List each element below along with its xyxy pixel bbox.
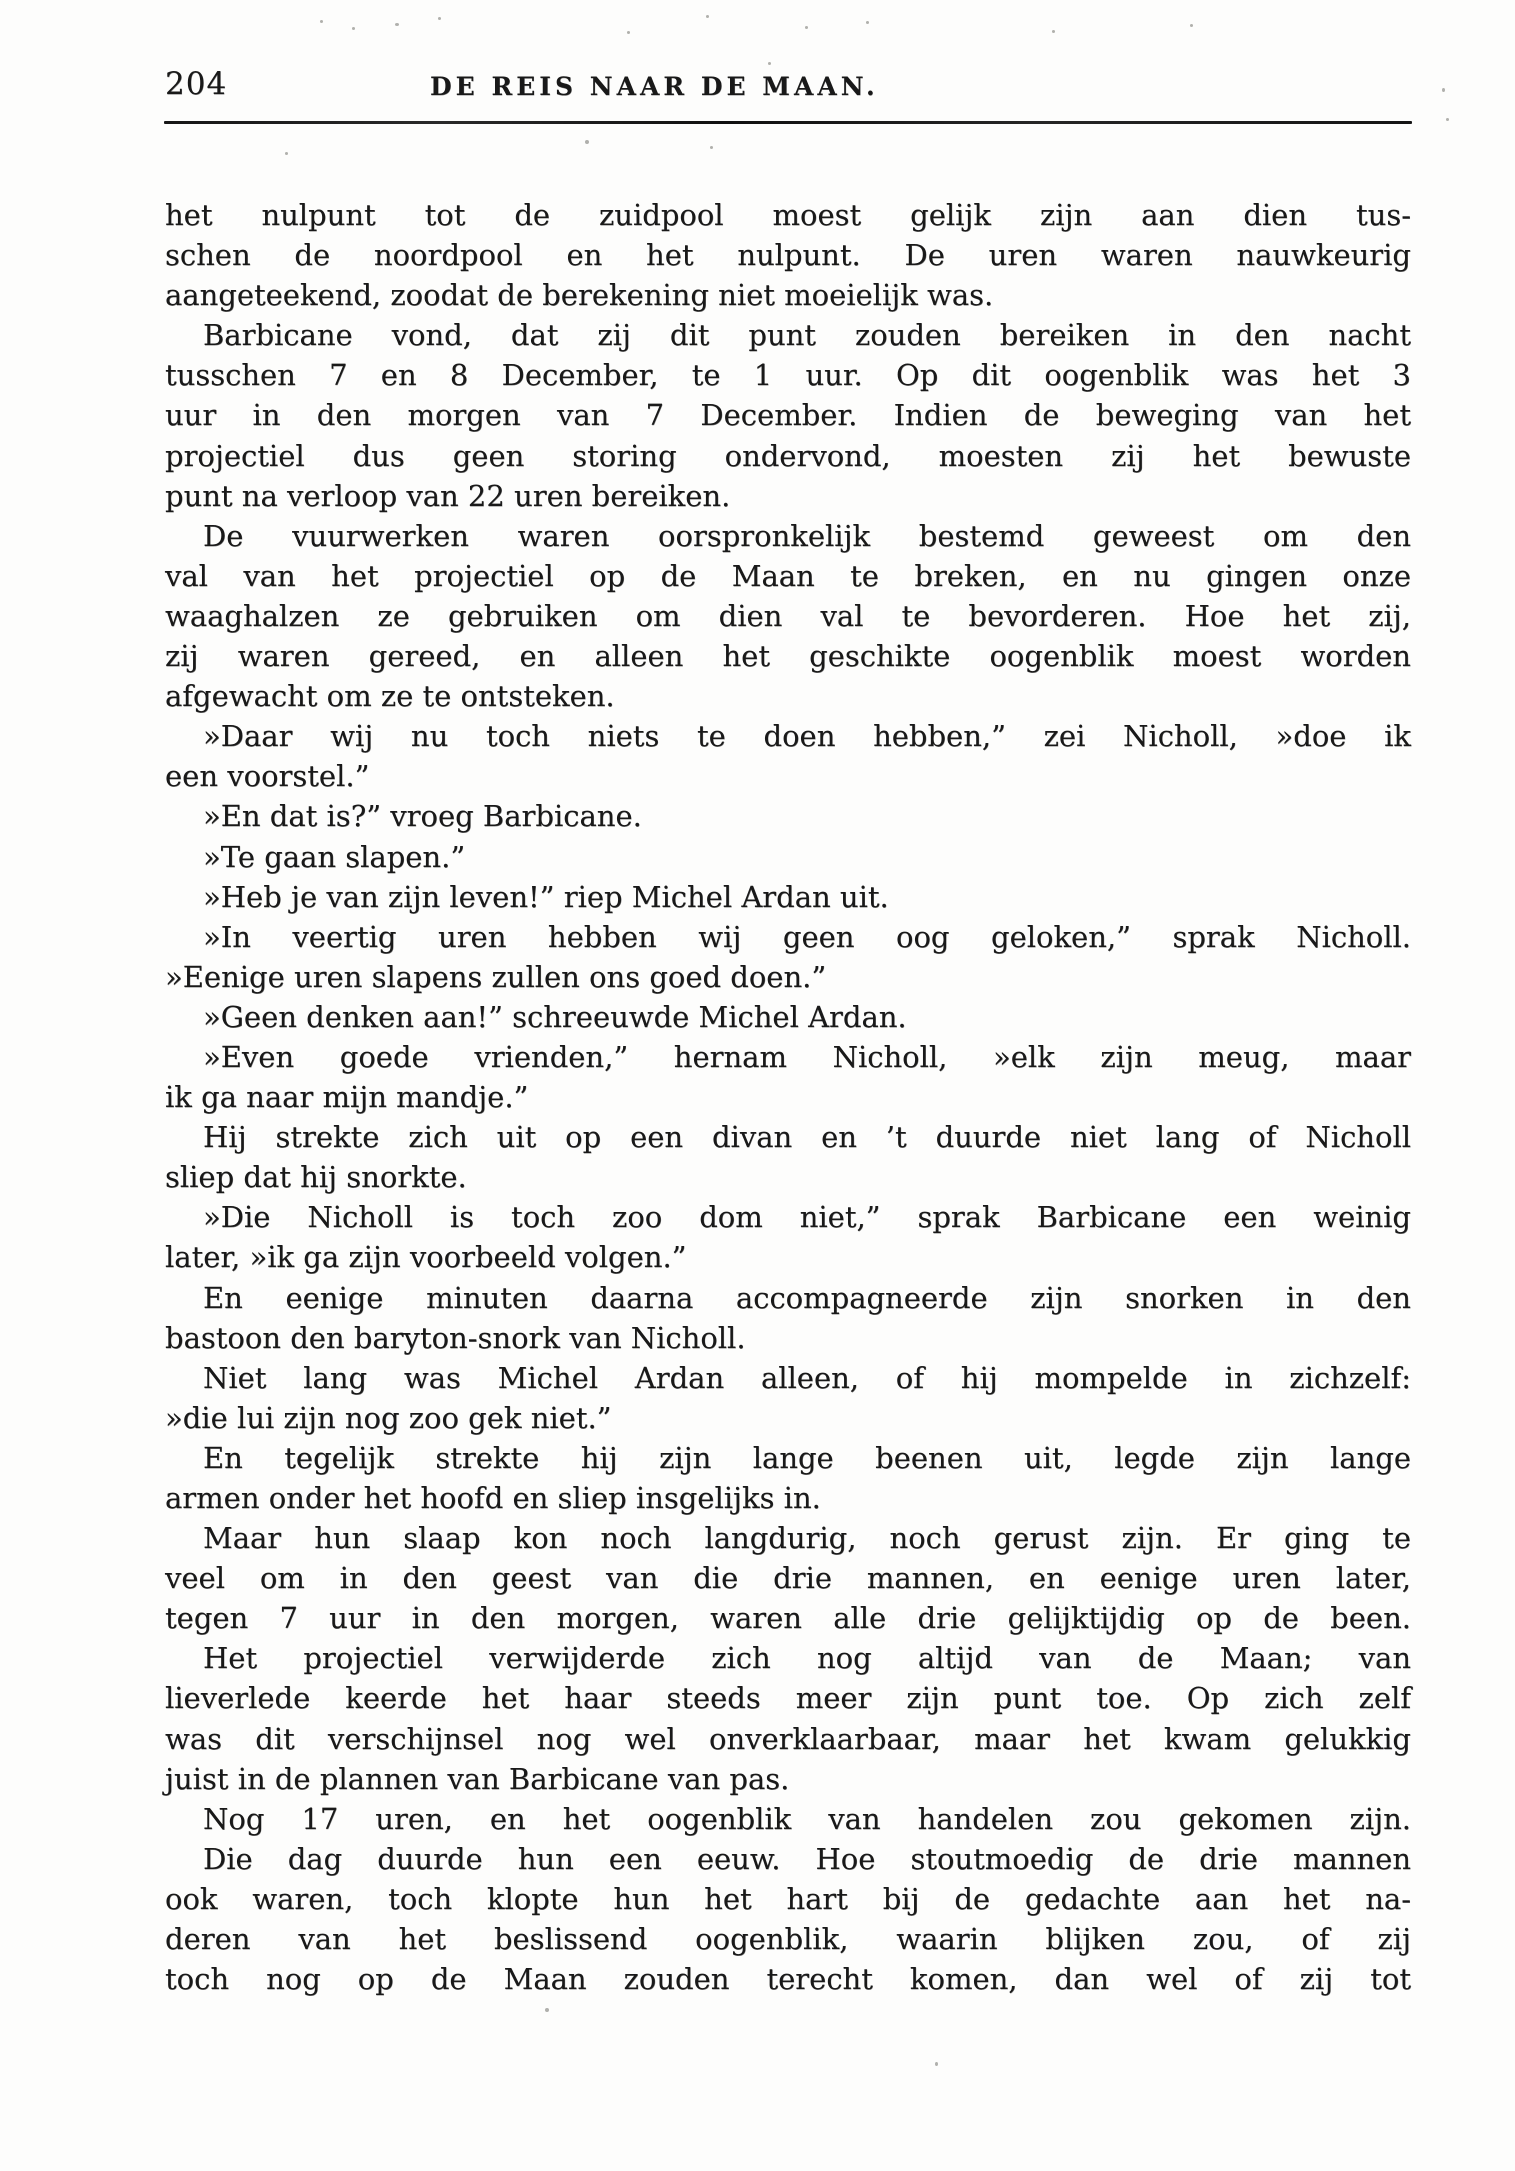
text-line: »Heb je van zijn leven!” riep Michel Ardan uit. [203, 879, 889, 914]
text-line: »Even goede vrienden,” hernam Nicholl, »elk zijn meug, maar [203, 1039, 1411, 1074]
text-line: uur in den morgen van 7 December. Indien de beweging van het [165, 398, 1411, 433]
text-line: Het projectiel verwijderde zich nog altijd van de Maan; van [203, 1641, 1411, 1676]
scan-speck [395, 23, 399, 26]
scan-speck [285, 152, 288, 155]
text-line: Barbicane vond, dat zij dit punt zouden bereiken in den nacht [203, 318, 1411, 353]
text-line: »Te gaan slapen.” [203, 839, 466, 874]
text-line: »Die Nicholl is toch zoo dom niet,” sprak Barbicane een weinig [203, 1200, 1411, 1235]
text-line: Hij strekte zich uit op een divan en ’t duurde niet lang of Nicholl [203, 1120, 1411, 1155]
text-line: juist in de plannen van Barbicane van pas. [165, 1761, 790, 1796]
scan-speck [1052, 30, 1055, 33]
scan-speck [352, 27, 355, 30]
scan-speck [706, 15, 709, 18]
text-line: »In veertig uren hebben wij geen oog geloken,” sprak Nicholl. [203, 919, 1411, 954]
text-line: Die dag duurde hun een eeuw. Hoe stoutmoedig de drie mannen [203, 1841, 1411, 1876]
text-line: afgewacht om ze te ontsteken. [165, 679, 615, 714]
header-rule [164, 121, 1412, 124]
text-line: punt na verloop van 22 uren bereiken. [165, 478, 731, 513]
text-line: »Daar wij nu toch niets te doen hebben,” zei Nicholl, »doe ik [203, 719, 1411, 754]
scan-speck [438, 17, 441, 20]
text-line: »die lui zijn nog zoo gek niet.” [165, 1400, 612, 1435]
text-line: tegen 7 uur in den morgen, waren alle drie gelijktijdig op de been. [165, 1601, 1411, 1636]
scan-speck [585, 140, 589, 144]
page-number: 204 [165, 66, 228, 102]
text-line: armen onder het hoofd en sliep insgelijks in. [165, 1481, 821, 1515]
text-line: ik ga naar mijn mandje.” [165, 1080, 529, 1115]
text-line: En eenige minuten daarna accompagneerde zijn snorken in den [203, 1280, 1411, 1315]
text-line: veel om in den geest van die drie mannen, en eenige uren later, [165, 1561, 1411, 1596]
scan-speck [866, 21, 869, 24]
scan-speck [805, 26, 808, 29]
scan-speck [1446, 118, 1449, 121]
text-line: later, »ik ga zijn voorbeeld volgen.” [165, 1240, 687, 1275]
text-line: En tegelijk strekte hij zijn lange beenen uit, legde zijn lange [203, 1440, 1411, 1475]
text-line: toch nog op de Maan zouden terecht komen, dan wel of zij tot [165, 1962, 1411, 1997]
scan-speck [627, 31, 630, 34]
text-line: het nulpunt tot de zuidpool moest gelijk zijn aan dien tus- [165, 198, 1411, 232]
text-line: schen de noordpool en het nulpunt. De uren waren nauwkeurig [165, 238, 1411, 273]
running-header-title: DE REIS NAAR DE MAAN. [430, 72, 879, 101]
text-line: Nog 17 uren, en het oogenblik van handelen zou gekomen zijn. [203, 1801, 1411, 1836]
scan-speck [1190, 24, 1193, 27]
scan-speck [545, 2008, 549, 2012]
text-line: was dit verschijnsel nog wel onverklaarbaar, maar het kwam gelukkig [165, 1721, 1411, 1756]
text-line: lieverlede keerde het haar steeds meer zijn punt toe. Op zich zelf [165, 1681, 1411, 1716]
text-line: deren van het beslissend oogenblik, waarin blijken zou, of zij [165, 1922, 1411, 1957]
text-line: een voorstel.” [165, 759, 370, 794]
text-line: »Eenige uren slapens zullen ons goed doen.” [165, 959, 827, 994]
scan-speck [768, 62, 771, 65]
text-line: val van het projectiel op de Maan te breken, en nu gingen onze [165, 558, 1411, 593]
scan-speck [320, 20, 323, 23]
text-line: tusschen 7 en 8 December, te 1 uur. Op dit oogenblik was het 3 [165, 358, 1411, 393]
text-line: sliep dat hij snorkte. [165, 1160, 467, 1195]
text-line: Maar hun slaap kon noch langdurig, noch gerust zijn. Er ging te [203, 1521, 1411, 1556]
text-line: ook waren, toch klopte hun het hart bij de gedachte aan het na- [165, 1881, 1411, 1916]
text-line: zij waren gereed, en alleen het geschikte oogenblik moest worden [165, 639, 1411, 674]
text-line: waaghalzen ze gebruiken om dien val te bevorderen. Hoe het zij, [165, 598, 1411, 633]
text-line: projectiel dus geen storing ondervond, moesten zij het bewuste [165, 438, 1411, 473]
scan-speck [1442, 88, 1445, 92]
text-line: bastoon den baryton-snork van Nicholl. [165, 1320, 746, 1355]
text-line: aangeteekend, zoodat de berekening niet moeielijk was. [165, 278, 994, 313]
text-line: Niet lang was Michel Ardan alleen, of hij mompelde in zichzelf: [203, 1360, 1411, 1395]
body-text [165, 195, 1411, 1999]
scan-speck [710, 146, 713, 149]
text-line: De vuurwerken waren oorspronkelijk bestemd geweest om den [203, 518, 1411, 553]
text-line: »Geen denken aan!” schreeuwde Michel Ardan. [203, 999, 907, 1034]
text-line: »En dat is?” vroeg Barbicane. [203, 799, 642, 834]
scan-speck [935, 2062, 938, 2066]
